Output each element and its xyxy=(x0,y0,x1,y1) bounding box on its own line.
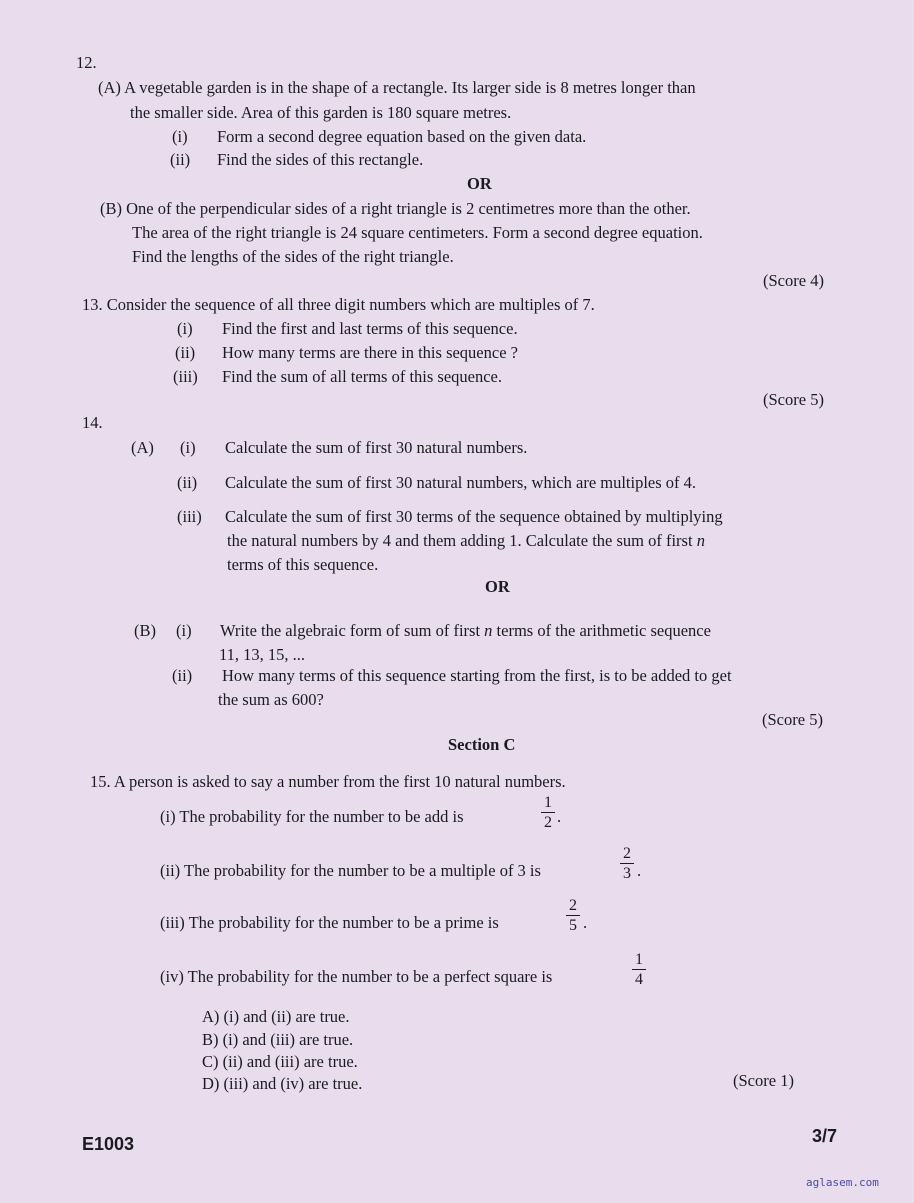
q12-a-ii-text: Find the sides of this rectangle. xyxy=(217,150,424,169)
q15-ii-text: (ii) The probability for the number to be a multiple of 3 is xyxy=(160,861,541,880)
q13-i-text: Find the first and last terms of this sequence. xyxy=(222,319,518,338)
q14-a-iii-line1: Calculate the sum of first 30 terms of the sequence obtained by multiplying xyxy=(225,507,723,526)
q13-score: (Score 5) xyxy=(763,390,824,409)
q14-a-ii-text: Calculate the sum of first 30 natural numbers, which are multiples of 4. xyxy=(225,473,697,492)
q12-b-line1: (B) One of the perpendicular sides of a right triangle is 2 centimetres more than the other. xyxy=(100,199,691,218)
q14-b-ii-line2: the sum as 600? xyxy=(218,690,324,709)
q14-a-label: (A) xyxy=(131,438,154,457)
q12-b-line2: The area of the right triangle is 24 square centimeters. Form a second degree equation. xyxy=(132,223,703,242)
q15-ii-fraction: 2 3 xyxy=(620,845,634,882)
watermark: aglasem.com xyxy=(806,1176,879,1189)
q15-iii-fraction: 2 5 xyxy=(566,897,580,934)
q15-line: 15. A person is asked to say a number from the first 10 natural numbers. xyxy=(90,772,566,791)
q12-a-line2: the smaller side. Area of this garden is 180 square metres. xyxy=(130,103,512,122)
q12-number: 12. xyxy=(76,53,97,72)
page-number: 3/7 xyxy=(812,1126,838,1146)
q15-iii-text: (iii) The probability for the number to be a prime is xyxy=(160,913,499,932)
q12-b-line3: Find the lengths of the sides of the right triangle. xyxy=(132,247,454,266)
q15-iii-period: . xyxy=(583,913,588,932)
q15-option-b: B) (i) and (iii) are true. xyxy=(202,1030,354,1049)
q12-a-i-label: (i) xyxy=(172,127,188,146)
q13-ii-text: How many terms are there in this sequence ? xyxy=(222,343,518,362)
q14-b-ii-line1: How many terms of this sequence starting from the first, is to be added to get xyxy=(222,666,732,685)
q14-a-i-label: (i) xyxy=(180,438,196,457)
q15-i-period: . xyxy=(557,807,562,826)
q14-a-i-text: Calculate the sum of first 30 natural numbers. xyxy=(225,438,528,457)
q15-iv-text: (iv) The probability for the number to be a perfect square is xyxy=(160,967,553,986)
section-c-heading: Section C xyxy=(448,735,516,754)
q14-score: (Score 5) xyxy=(762,710,823,729)
q14-a-iii-line3: terms of this sequence. xyxy=(227,555,379,574)
q15-option-a: A) (i) and (ii) are true. xyxy=(202,1007,350,1026)
q15-ii-period: . xyxy=(637,861,642,880)
q14-a-iii-label: (iii) xyxy=(177,507,202,526)
q15-iv-fraction: 1 4 xyxy=(632,951,646,988)
q14-a-iii-line2: the natural numbers by 4 and them adding 1. Calculate the sum of first n xyxy=(227,531,705,550)
q14-b-label: (B) xyxy=(134,621,156,640)
q15-option-d: D) (iii) and (iv) are true. xyxy=(202,1074,363,1093)
q15-option-c: C) (ii) and (iii) are true. xyxy=(202,1052,358,1071)
q14-b-i-text: Write the algebraic form of sum of first n terms of the arithmetic sequence xyxy=(220,621,711,640)
q13-i-label: (i) xyxy=(177,319,193,338)
q14-or: OR xyxy=(485,577,510,596)
q12-a-ii-label: (ii) xyxy=(170,150,191,169)
q13-iii-text: Find the sum of all terms of this sequence. xyxy=(222,367,502,386)
q13-line: 13. Consider the sequence of all three digit numbers which are multiples of 7. xyxy=(82,295,595,314)
q12-score: (Score 4) xyxy=(763,271,824,290)
q12-a-line1: (A) A vegetable garden is in the shape of a rectangle. Its larger side is 8 metres longer than xyxy=(98,78,696,97)
q13-iii-label: (iii) xyxy=(173,367,198,386)
q15-i-fraction: 1 2 xyxy=(541,794,555,831)
q12-or: OR xyxy=(467,174,492,193)
q14-b-i-sequence: 11, 13, 15, ... xyxy=(219,645,306,664)
q14-a-ii-label: (ii) xyxy=(177,473,198,492)
q12-a-i-text: Form a second degree equation based on the given data. xyxy=(217,127,587,146)
q14-number: 14. xyxy=(82,413,103,432)
q14-b-ii-label: (ii) xyxy=(172,666,193,685)
q15-score: (Score 1) xyxy=(733,1071,794,1090)
paper-code: E1003 xyxy=(82,1134,135,1154)
q13-ii-label: (ii) xyxy=(175,343,196,362)
q14-b-i-label: (i) xyxy=(176,621,192,640)
q15-i-text: (i) The probability for the number to be add is xyxy=(160,807,464,826)
